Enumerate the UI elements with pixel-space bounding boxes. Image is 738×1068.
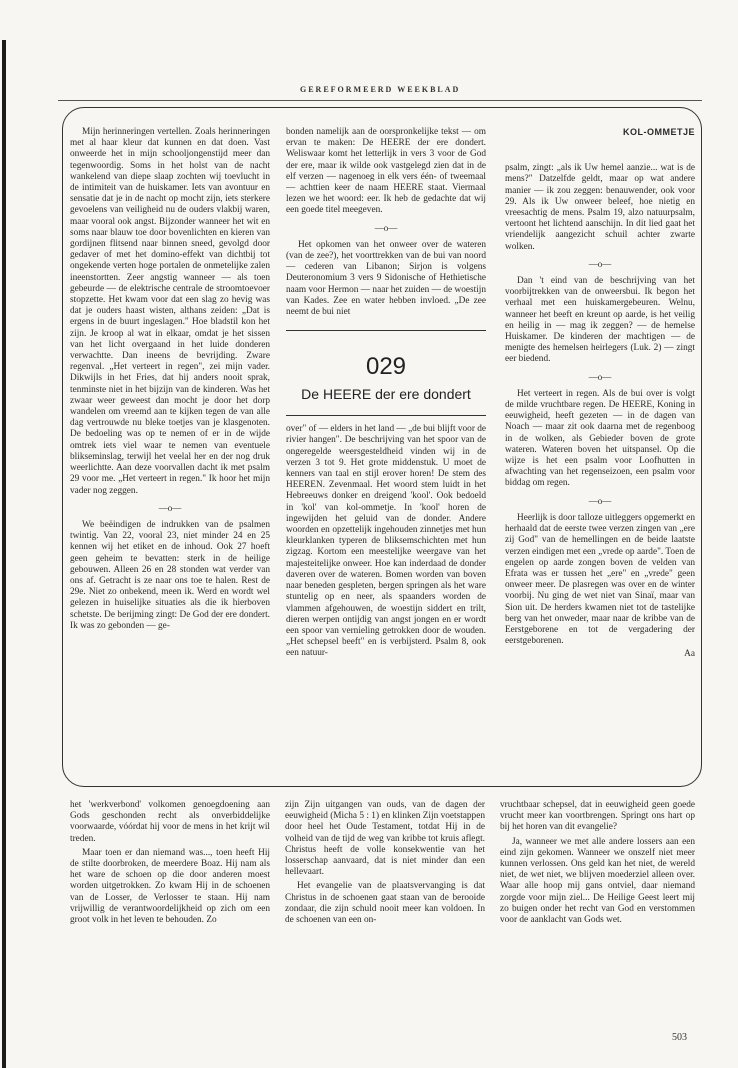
- paragraph: vruchtbaar schepsel, dat in eeuwigheid geen goede vrucht meer kan voortbrengen. Springt ons hart op bij het horen van dit evangelie?: [500, 800, 695, 833]
- section-label: KOL-OMMETJE: [623, 127, 695, 137]
- paragraph: Het verteert in regen. Als de bui over is volgt de milde vruchtbare regen. De HEERE, Koning in eeuwigheid, heeft gezeten — in de dagen van Noach — maar zit ook daarna met de regenboog in de wolken, als Gebieder boven de grote wateren. Wateren boven het uitspansel. Op die wijze is het een psalm voor Loofhutten in afwachting van het regenseizoen, een psalm voor biddag om regen.: [505, 388, 695, 489]
- paragraph: Mijn herinneringen vertellen. Zoals herinneringen met al haar kleur dat kunnen en dat doen. Vast onweerde het in mijn schooljongenstijd meer dan tegenwoordig. Soms in het holst van de nacht wankelend van diepe slaap zochten wij toevlucht in de intimiteit van de huiskamer. Iets van avontuur en sensatie dat je in de nacht op mocht zijn, iets sterkere gevoelens van veiligheid nu de ouders vlakbij waren, maar vooral ook angst. Bijzonder wanneer het wit en soms naar blauw toe door bovenlichten en kieren van gordijnen flitsend naar binnen sneed, gevolgd door gedaver of met het domino-effekt van dichtbij tot ongekende verten hoge portalen de onmetelijke zalen ineenstortten. Zeer angstig wanneer — als toen gebeurde — de elektrische centrale de stroomtoevoer stopzette. Het kwam voor dat een slag zo hevig was dat je ouders haast wisten, althans zeiden: „Dat is ergens in de buurt ingeslagen." Hoe bladstil kon het zijn. Je kroop al wat in elkaar, omdat je het sissen van het licht overgaand in het luide donderen verwachtte. Dan ineens de bevrijding. Zware regenval. „Het verteert in regen", zei mijn vader. Dikwijls in het Fries, dat hij anders nooit sprak, tenminste niet in het bijzijn van de kinderen. Was het zwaar weer geweest dan mocht je door het dorp wandelen om vreemd aan te kijken tegen de van alle dag vertrouwde nu bleke toetjes van je klasgenoten. De bedoeling was op te nemen of er in de wijde omtrek iets viel waar te nemen van eventuele blikseminslag, terwijl het veelal her en der nog druk weerlichtte. Aan deze voorvallen dacht ik met psalm 29 voor me. „Het verteert in regen." Ik hoor het mijn vader nog zeggen.: [70, 127, 270, 496]
- separator: —o—: [588, 495, 612, 506]
- separator: —o—: [158, 502, 182, 513]
- article-column-3: [505, 127, 695, 777]
- paragraph: het 'werkverbond' volkomen genoegdoening aan Gods geschonden recht als onverbiddelijke voorwaarde, vóórdat hij voor de mens in het krijt wil treden.: [70, 800, 270, 844]
- page-number: 503: [672, 1032, 687, 1043]
- lower-column-1: [70, 800, 270, 1015]
- paragraph: Dan 't eind van de beschrijving van het voorbijtrekken van de onweersbui. Ik begon het verhaal met een huiskamergebeuren. Welnu, wanneer het beeft en kreunt op aarde, is het veilig en heilig in — mag ik zeggen? — de hemelse Huiskamer. De kinderen der machtigen — de menigte des hemelsen heirlegers (Luk. 2) — zingt eer biedend.: [505, 276, 695, 365]
- paragraph: bonden namelijk aan de oorspronkelijke tekst — om ervan te maken: De HEERE der ere dondert. Weliswaar komt het letterlijk in vers 3 voor de God der ere, maar ik wilde ook vastgelegd zien dat in de elf verzen — nagenoeg in elk vers één- of tweemaal — achttien keer de naam HEERE staat. Viermaal lezen we het woord: eer. Ik heb de gedachte dat wij een goede titel meegeven.: [286, 127, 486, 216]
- paragraph: zijn Zijn uitgangen van ouds, van de dagen der eeuwigheid (Micha 5 : 1) en klinken Zijn voetstappen door heel het Oude Testament, totdat Hij in de volheid van de tijd de weg van kribbe tot kruis aflegt. Christus heeft de volle konsekwentie van het losserschap aanvaard, dat is niet minder dan een hellevaart.: [285, 800, 485, 878]
- running-head: GEREFORMEERD WEEKBLAD: [300, 85, 461, 94]
- separator: —o—: [588, 258, 612, 269]
- paragraph: Maar toen er dan niemand was..., toen heeft Hij de stilte doorbroken, de meerdere Boaz. Hij nam als het ware de schoen op die door anderen moest worden uitgetrokken. Zo kwam Hij in de schoenen van de Losser, de Verlosser te staan. Hij nam vrijwillig de verantwoordelijkheid op zich om een groot volk in het leven te behouden. Zo: [70, 847, 270, 926]
- separator: —o—: [588, 371, 612, 382]
- lower-column-3: [500, 800, 695, 1015]
- paragraph: Ja, wanneer we met alle andere lossers aan een eind zijn gekomen. Wanneer we onszelf niet meer kunnen verlossen. Ons geld kan het niet, de wereld niet, de wet niet, we blijven moederziel alleen over. Waar alle hoop mij gans ontviel, daar niemand zorgde voor mijn ziel... De Heilige Geest leert mij zo buigen onder het recht van God en verstommen voor de aanklacht van Gods wet.: [500, 836, 695, 926]
- author-signature: Aa: [684, 649, 695, 660]
- binding-edge: [2, 40, 6, 1068]
- paragraph: Het evangelie van de plaatsvervanging is dat Christus in de schoenen gaat staan van de berooide zondaar, die zijn schuld nooit meer kan voldoen. In de schoenen van een on-: [285, 881, 485, 926]
- article-title: De HEERE der ere dondert: [301, 386, 471, 403]
- article-column-2: [286, 127, 486, 777]
- paragraph: Het opkomen van het onweer over de wateren (van de zee?), het voorttrekken van de bui van noord — cederen van Libanon; Sirjon is volgens Deuteronomium 3 vers 9 Sidonische of Hethietische naam voor Hermon — naar het zuiden — de woestijn van Kades. Zee en water hebben invloed. „De zee neemt de bui niet: [286, 239, 486, 318]
- separator: —o—: [374, 222, 398, 233]
- title-box: [286, 330, 486, 416]
- paragraph: over" of — elders in het land — „de bui blijft voor de rivier hangen". De beschrijving van het spoor van de ongeregelde weersgesteldheid vinden wij in de verzen 3 tot 9. Het grote middenstuk. U moet de kenners van taal en stijl erover horen! De stem des HEEREN. Zevenmaal. Het woord stem luidt in het Hebreeuws donker en dreigend 'kool'. Ook bedoeld in 'kol' van kol-ommetje. In 'kool' horen de ingewijden het geluid van de donder. Andere woorden en opzettelijk ingehouden zinnetjes met hun kleurklanken typeren de bliksemschichten met hun zigzag. Kortom een meestelijke weergave van het majesteitelijke onweer. Hoe kan inderdaad de donder daveren over de wateren. Bomen worden van boven naar beneden gespleten, bergen springen als het ware stuntelig op en neer, als spaanders worden de vlammen afgehouwen, de woestijn siddert en trilt, dieren werpen ontijdig van angst jongen en er wordt een spoor van vernieling getrokken door de wouden. „Het schepsel beeft" en is verbijsterd. Psalm 8, ook een natuur-: [286, 424, 486, 659]
- lower-column-2: [285, 800, 485, 1015]
- paragraph: psalm, zingt: „als ik Uw hemel aanzie... wat is de mens?" Datzelfde geldt, maar op wat andere manier — ik zou zeggen: benauwender, ook voor 29. Als ik Uw onweer beleef, hoe nietig en vreesachtig de mens. Psalm 19, alzo natuurpsalm, vertoont het lichtend aanschijn. In dit lied gaat het vriendelijk aangezicht schuil achter zwarte wolken.: [505, 163, 695, 252]
- header-rule: [58, 100, 702, 101]
- article-column-1: [70, 127, 270, 777]
- paragraph: Heerlijk is door talloze uitleggers opgemerkt en herhaald dat de eerste twee verzen zingen van „ere zij God" van de hemellingen en de beide laatste verzen eindigen met een „vrede op aarde". Toen de engelen op aarde zongen boven de velden van Efrata was er tussen het „ere" en „vrede" geen onweer meer. De plasregen was over en de winter voorbij. Nu ging de wet niet van Sinaï, maar van Sion uit. De herders kwamen niet tot de tastelijke berg van het onweder, maar naar de kribbe van de Eerstgeborene en tot de vergadering der eerstgeborenen.: [505, 512, 695, 647]
- article-number: 029: [365, 353, 407, 381]
- paragraph: We beëindigen de indrukken van de psalmen twintig. Van 22, vooral 23, niet minder 24 en 25 kennen wij het etiket en de inhoud. Ook 27 hoeft geen geheim te bevatten: sterk in de heilige gebouwen. Alleen 26 en 28 stonden wat verder van ons af. Getracht is ze naar ons toe te halen. Rest de 29e. Niet zo onbekend, meen ik. Werd en wordt wel gelezen in huiselijke situaties als die ik hierboven schetste. De berijming zingt: De God der ere dondert. Ik was zo gebonden — ge-: [70, 519, 270, 631]
